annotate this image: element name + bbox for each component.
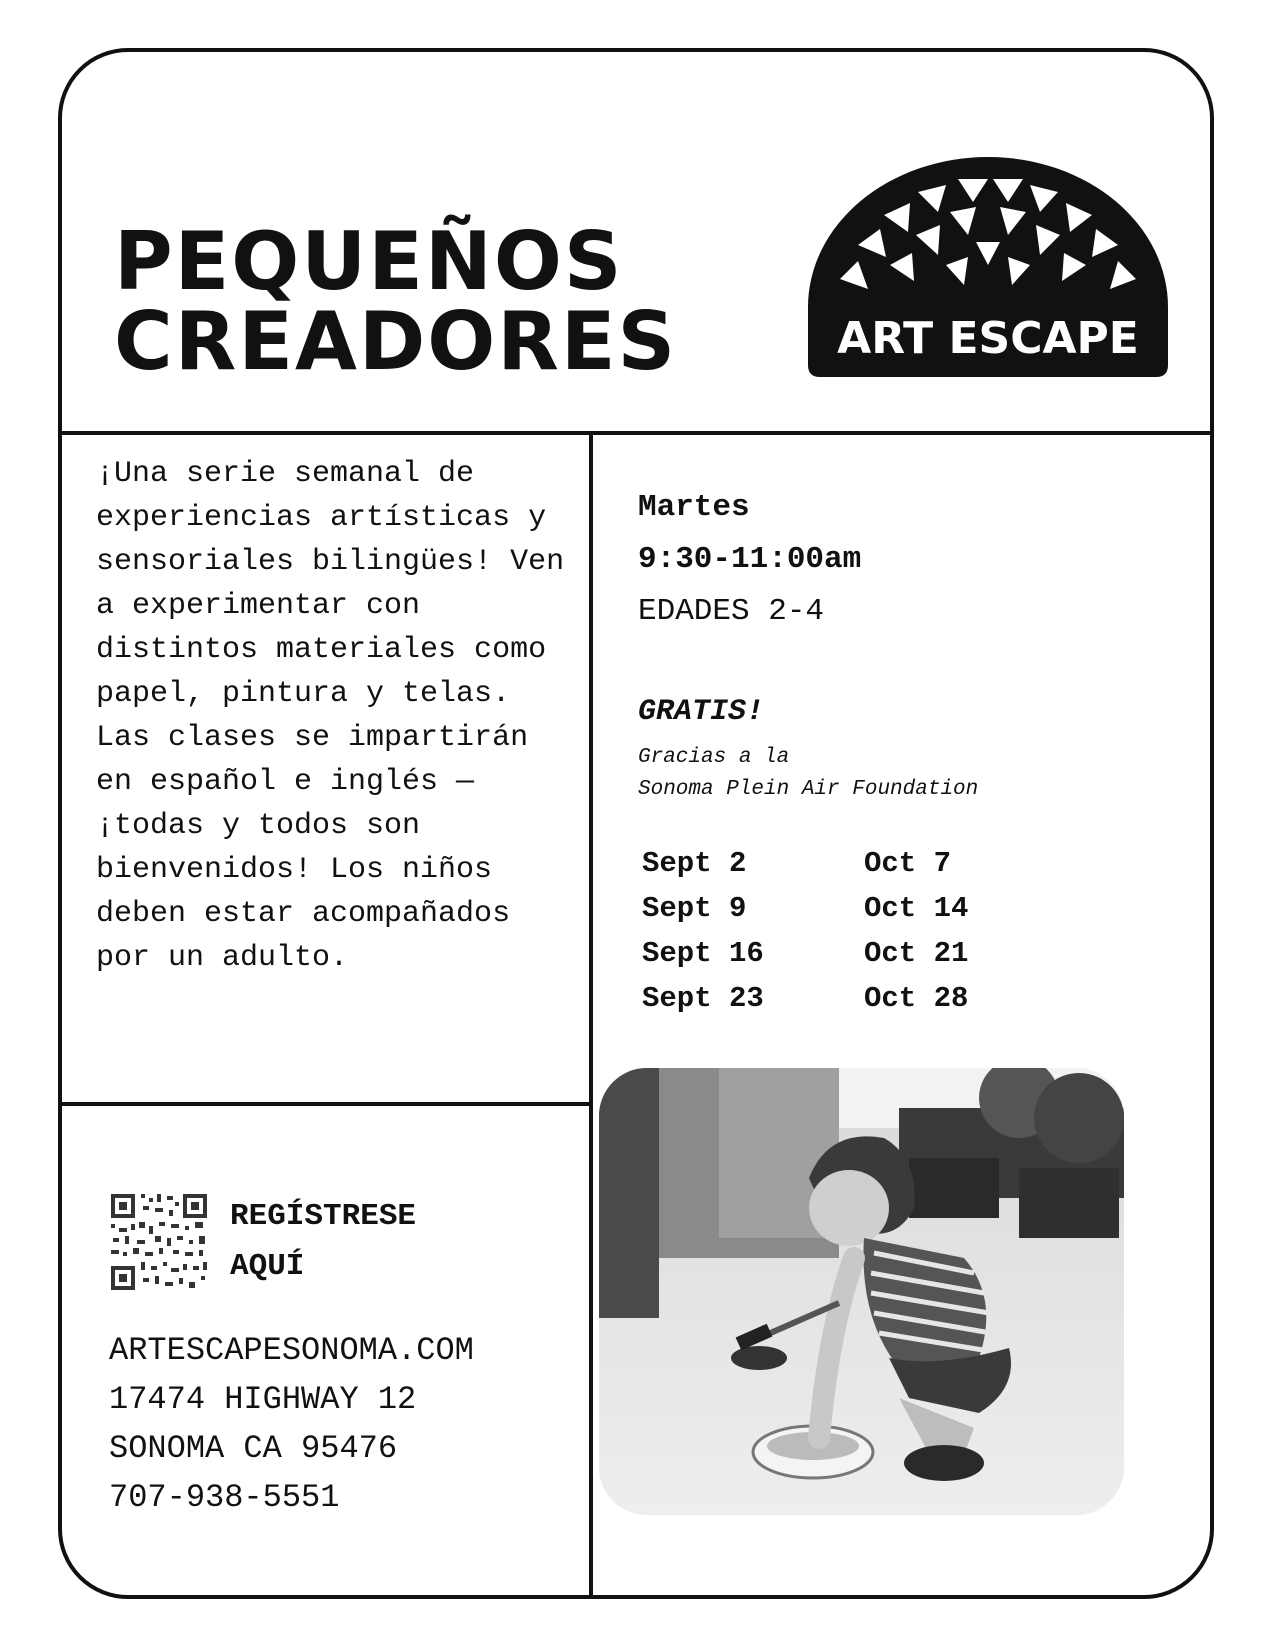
title-line-2: CREADORES [114, 295, 678, 388]
register-line-2: AQUÍ [230, 1249, 305, 1284]
phone-number[interactable]: 707-938-5551 [109, 1479, 340, 1516]
register-line-1: REGÍSTRESE [230, 1199, 417, 1234]
divider-horizontal-left [62, 1102, 593, 1106]
date-item: Sept 9 [642, 892, 747, 925]
program-description: ¡Una serie semanal de experiencias artísticas y sensoriales bilingües! Ven a experimentar con distintos materiales como papel, pintura y telas. Las clases se impartirán en español e inglés — ¡todas y todos son bienvenidos! Los niños deben estar acompañados por un adulto. [96, 457, 565, 975]
flyer-title [114, 215, 678, 388]
city-address: SONOMA CA 95476 [109, 1430, 398, 1467]
schedule-ages: EDADES 2-4 [638, 594, 825, 629]
sponsor-credit: Gracias a la Sonoma Plein Air Foundation [638, 746, 979, 801]
date-item: Sept 16 [642, 937, 764, 970]
website-link[interactable]: ARTESCAPESONOMA.COM [109, 1332, 474, 1369]
date-item: Oct 28 [864, 982, 969, 1015]
logo-text: ART ESCAPE [837, 313, 1139, 364]
schedule-time: 9:30-11:00am [638, 542, 862, 577]
schedule-day: Martes [638, 490, 750, 525]
price-label: GRATIS! [638, 695, 765, 729]
street-address: 17474 HIGHWAY 12 [109, 1381, 417, 1418]
art-escape-logo [808, 157, 1168, 377]
flyer-frame [58, 48, 1214, 1599]
qr-code-icon[interactable] [109, 1192, 209, 1292]
contact-info [109, 1326, 474, 1522]
dates-grid [642, 842, 1064, 1020]
date-item: Oct 7 [864, 847, 952, 880]
date-item: Sept 2 [642, 847, 747, 880]
date-item: Oct 21 [864, 937, 969, 970]
title-line-1: PEQUEÑOS [114, 215, 624, 308]
date-item: Oct 14 [864, 892, 969, 925]
divider-vertical [589, 431, 593, 1599]
date-item: Sept 23 [642, 982, 764, 1015]
child-painting-photo [599, 1068, 1124, 1515]
register-label[interactable] [230, 1192, 416, 1292]
divider-horizontal-top [62, 431, 1210, 435]
